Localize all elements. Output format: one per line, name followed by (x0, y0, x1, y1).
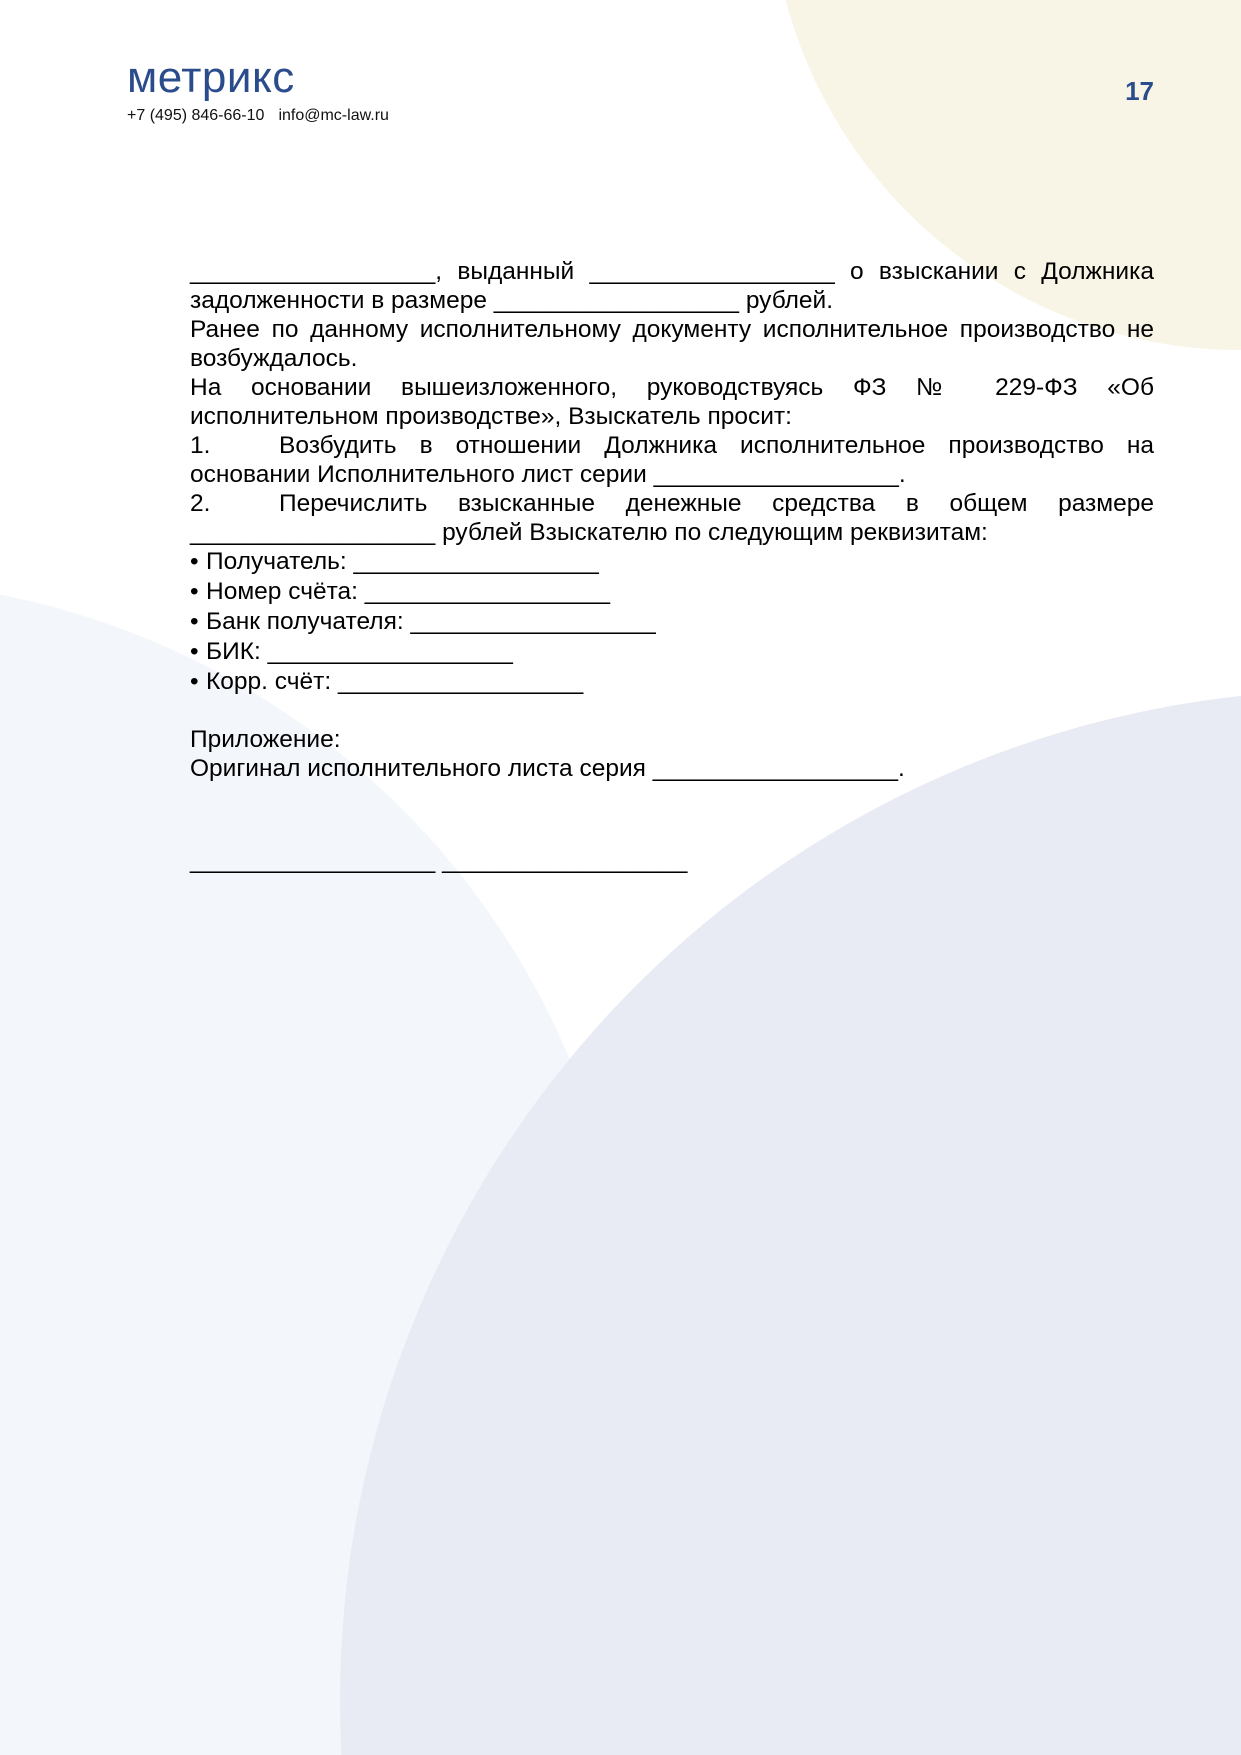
bullet-icon: • (190, 668, 199, 695)
bullet-item (190, 667, 1154, 697)
text-line: возбуждалось. (190, 345, 358, 372)
attachment-label: Приложение: (190, 726, 341, 753)
phone-number: +7 (495) 846-66-10 (127, 107, 265, 124)
signature-line: __________________ __________________ (190, 847, 688, 874)
document-body (190, 257, 1154, 783)
bullet-text: Получатель: __________________ (206, 548, 599, 575)
list-text: Перечислить взысканные денежные средства в общем размере (279, 490, 1154, 517)
bullet-icon: • (190, 548, 199, 575)
bullet-item (190, 637, 1154, 667)
list-item-2 (190, 489, 1154, 518)
bullet-icon: • (190, 578, 199, 605)
bullet-text: Корр. счёт: __________________ (206, 668, 584, 695)
text-line: __________________, выданный __________________ о взыскании с Должника (190, 258, 1154, 285)
bullet-item (190, 577, 1154, 607)
text-line: __________________ рублей Взыскателю по следующим реквизитам: (190, 519, 988, 546)
attachment-text: Оригинал исполнительного листа серия __________________. (190, 755, 905, 782)
bullet-icon: • (190, 638, 199, 665)
text-line: На основании вышеизложенного, руководствуясь ФЗ № 229-ФЗ «Об (190, 374, 1154, 401)
bullet-item (190, 547, 1154, 577)
text-line: Ранее по данному исполнительному документу исполнительное производство не (190, 316, 1154, 343)
text-line: исполнительном производстве», Взыскатель просит: (190, 403, 792, 430)
bullet-text: БИК: __________________ (206, 638, 513, 665)
list-text: Возбудить в отношении Должника исполнительное производство на (279, 432, 1154, 459)
list-number: 1. (190, 432, 211, 459)
bullet-item (190, 607, 1154, 637)
text-line: задолженности в размере __________________ рублей. (190, 287, 834, 314)
page-number: 17 (1125, 76, 1154, 106)
bullet-text: Банк получателя: __________________ (206, 608, 656, 635)
company-logo: метрикс (127, 53, 295, 102)
bullet-icon: • (190, 608, 199, 635)
text-line: основании Исполнительного лист серии __________________. (190, 461, 906, 488)
contact-info (127, 107, 389, 125)
list-item-1 (190, 431, 1154, 460)
list-number: 2. (190, 490, 211, 517)
bullet-text: Номер счёта: __________________ (206, 578, 611, 605)
email-address: info@mc-law.ru (278, 107, 389, 124)
